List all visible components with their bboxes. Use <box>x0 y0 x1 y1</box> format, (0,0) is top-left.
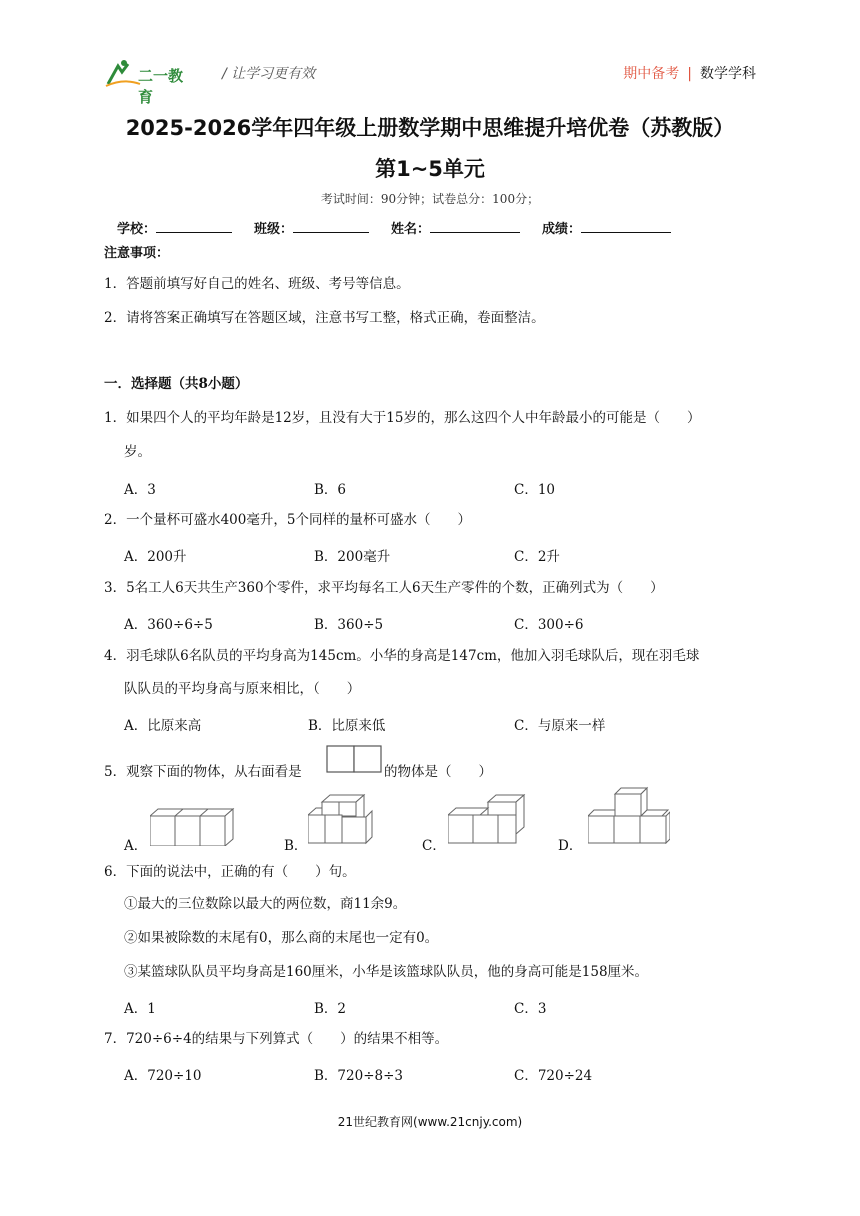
q4-option-a[interactable]: A．比原来高 <box>124 718 202 734</box>
q5-figure-b <box>308 793 378 845</box>
q5-figure-a <box>150 806 236 846</box>
question-7: 7．720÷6÷4的结果与下列算式（ ）的结果不相等。 <box>104 1031 449 1047</box>
score-field[interactable] <box>581 218 671 233</box>
q5-option-b[interactable]: B． <box>284 838 308 854</box>
notice-heading: 注意事项： <box>104 246 170 261</box>
question-6: 6．下面的说法中，正确的有（ ）句。 <box>104 864 356 880</box>
q3-option-b[interactable]: B．360÷5 <box>314 617 384 633</box>
page-subtitle: 第1~5单元 <box>375 157 485 181</box>
q7-option-c[interactable]: C．720÷24 <box>514 1068 593 1084</box>
q6-option-a[interactable]: A．1 <box>124 1001 156 1017</box>
q6-option-c[interactable]: C．3 <box>514 1001 547 1017</box>
q5-option-c[interactable]: C． <box>422 838 446 854</box>
q7-option-a[interactable]: A．720÷10 <box>124 1068 202 1084</box>
q5-figure-c <box>448 793 528 845</box>
slogan: / 让学习更有效 <box>222 66 316 82</box>
q6-option-b[interactable]: B．2 <box>314 1001 347 1017</box>
name-label: 姓名： <box>391 222 431 237</box>
brand-name: 二一教育 <box>138 67 184 106</box>
question-2: 2．一个量杯可盛水400毫升，5个同样的量杯可盛水（ ） <box>104 512 471 528</box>
q1-option-c[interactable]: C．10 <box>514 482 556 498</box>
class-label: 班级： <box>254 222 294 237</box>
q2-option-c[interactable]: C．2升 <box>514 549 560 565</box>
subject-tag: 数学学科 <box>700 66 756 82</box>
header-separator: | <box>687 66 692 82</box>
name-field[interactable] <box>430 218 520 233</box>
q5-option-a[interactable]: A． <box>124 838 148 854</box>
question-3: 3．5名工人6天共生产360个零件，求平均每名工人6天生产零件的个数，正确列式为（ ） <box>104 580 664 596</box>
exam-meta: 考试时间：90分钟；试卷总分：100分； <box>320 192 540 206</box>
exam-tag: 期中备考 <box>623 66 680 82</box>
q7-option-b[interactable]: B．720÷8÷3 <box>314 1068 403 1084</box>
brand-logo <box>104 58 194 106</box>
q4-option-c[interactable]: C．与原来一样 <box>514 718 606 734</box>
footer-source: 21世纪教育网(www.21cnjy.com) <box>337 1115 523 1129</box>
q1-option-a[interactable]: A．3 <box>124 482 156 498</box>
section-heading: 一．选择题（共8小题） <box>104 376 249 392</box>
q2-option-b[interactable]: B．200毫升 <box>314 549 391 565</box>
right-view-figure <box>326 745 382 773</box>
question-1-cont: 岁。 <box>124 444 151 460</box>
q6-statement: ①最大的三位数除以最大的两位数，商11余9。 <box>124 896 407 912</box>
notice-item: 2．请将答案正确填写在答题区域，注意书写工整，格式正确，卷面整洁。 <box>104 310 545 326</box>
question-4: 4．羽毛球队6名队员的平均身高为145cm。小华的身高是147cm，他加入羽毛球队后，现在羽毛球 <box>104 648 700 664</box>
q2-option-a[interactable]: A．200升 <box>124 549 187 565</box>
score-label: 成绩： <box>542 222 582 237</box>
question-4-cont: 队队员的平均身高与原来相比，（ ） <box>124 681 361 697</box>
q5-figure-d <box>588 786 670 844</box>
class-field[interactable] <box>293 218 369 233</box>
q5-option-d[interactable]: D． <box>558 838 583 854</box>
school-label: 学校： <box>117 222 157 237</box>
question-5-cont: 的物体是（ ） <box>384 764 492 780</box>
school-field[interactable] <box>156 218 232 233</box>
q3-option-a[interactable]: A．360÷6÷5 <box>124 617 213 633</box>
notice-item: 1．答题前填写好自己的姓名、班级、考号等信息。 <box>104 276 410 292</box>
q6-statement: ③某篮球队队员平均身高是160厘米，小华是该篮球队队员，他的身高可能是158厘米。 <box>124 964 649 980</box>
page-title: 2025-2026学年四年级上册数学期中思维提升培优卷（苏教版） <box>125 116 735 140</box>
student-info-row <box>117 218 693 237</box>
question-5: 5．观察下面的物体，从右面看是 <box>104 764 302 780</box>
question-1: 1．如果四个人的平均年龄是12岁，且没有大于15岁的，那么这四个人中年龄最小的可能是（ ） <box>104 410 701 426</box>
q6-statement: ②如果被除数的末尾有0，那么商的末尾也一定有0。 <box>124 930 439 946</box>
q4-option-b[interactable]: B．比原来低 <box>308 718 386 734</box>
header-tags <box>623 63 756 83</box>
q1-option-b[interactable]: B．6 <box>314 482 347 498</box>
q3-option-c[interactable]: C．300÷6 <box>514 617 584 633</box>
